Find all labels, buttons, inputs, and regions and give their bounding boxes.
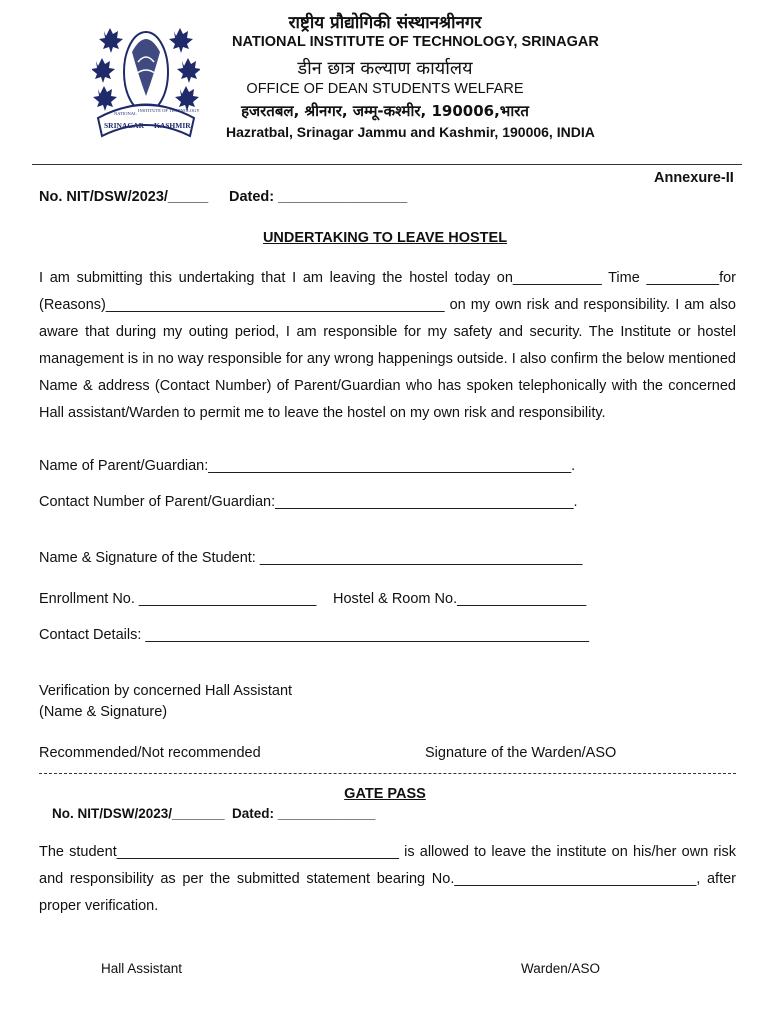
svg-text:INSTITUTE OF TECHNOLOGY: INSTITUTE OF TECHNOLOGY bbox=[138, 108, 200, 113]
parent-contact-field: Contact Number of Parent/Guardian:_____________________________________. bbox=[39, 494, 578, 510]
warden-signature-label: Signature of the Warden/ASO bbox=[425, 745, 617, 761]
reference-number: No. NIT/DSW/2023/_____ bbox=[39, 189, 209, 205]
hall-assistant-signature: Hall Assistant bbox=[101, 961, 183, 976]
address-hindi: हजरतबल, श्रीनगर, जम्मू-कश्मीर, 190006,भारत bbox=[241, 102, 529, 120]
reference-date: Dated: ________________ bbox=[229, 189, 408, 205]
office-name-hindi: डीन छात्र कल्याण कार्यालय bbox=[297, 58, 473, 79]
cut-line bbox=[39, 773, 736, 774]
institute-name: NATIONAL INSTITUTE OF TECHNOLOGY, SRINAGAR bbox=[232, 34, 599, 50]
annexure-label: Annexure-II bbox=[654, 170, 734, 186]
verification-sublabel: (Name & Signature) bbox=[39, 704, 168, 720]
contact-details-field: Contact Details: _______________________________________________________ bbox=[39, 627, 589, 643]
svg-text:SRINAGAR: SRINAGAR bbox=[104, 121, 145, 130]
warden-signature: Warden/ASO bbox=[521, 961, 601, 976]
verification-label: Verification by concerned Hall Assistant bbox=[39, 683, 293, 699]
svg-text:NATIONAL: NATIONAL bbox=[114, 111, 137, 116]
undertaking-title: UNDERTAKING TO LEAVE HOSTEL bbox=[262, 230, 508, 246]
gate-pass-title: GATE PASS bbox=[344, 786, 426, 802]
gate-pass-date: Dated: _____________ bbox=[232, 806, 376, 821]
student-signature-field: Name & Signature of the Student: ________________________________________ bbox=[39, 550, 583, 566]
svg-text:KASHMIR: KASHMIR bbox=[154, 121, 191, 130]
enrollment-field: Enrollment No. ______________________ bbox=[39, 591, 317, 607]
institute-logo bbox=[92, 22, 200, 142]
gate-pass-body: The student___________________________________ is allowed to leave the institute on his/her own risk and responsibility as per the submitted statement bearing No.______________________________, after proper verification. bbox=[39, 844, 736, 914]
address: Hazratbal, Srinagar Jammu and Kashmir, 190006, INDIA bbox=[226, 124, 595, 140]
undertaking-body: I am submitting this undertaking that I am leaving the hostel today on___________ Time _________for (Reasons)__________________________________________ on my own risk and responsibility. I am also aware that during my outing period, I am responsible for my safety and security. The Institute or hostel management is in no way responsible for any wrong happenings outside. I also confirm the below mentioned Name & address (Contact Number) of Parent/Guardian who has spoken telephonically with the concerned Hall assistant/Warden to permit me to leave the hostel on my own risk and responsibility. bbox=[39, 270, 736, 421]
hostel-room-field: Hostel & Room No.________________ bbox=[333, 591, 587, 607]
recommendation-label: Recommended/Not recommended bbox=[39, 745, 261, 761]
institute-name-hindi: राष्ट्रीय प्रौद्योगिकी संस्थानश्रीनगर bbox=[288, 13, 482, 33]
gate-pass-number: No. NIT/DSW/2023/_______ bbox=[52, 806, 225, 821]
office-name: OFFICE OF DEAN STUDENTS WELFARE bbox=[246, 81, 524, 97]
parent-name-field: Name of Parent/Guardian:_____________________________________________. bbox=[39, 458, 576, 474]
header-divider bbox=[32, 164, 742, 165]
